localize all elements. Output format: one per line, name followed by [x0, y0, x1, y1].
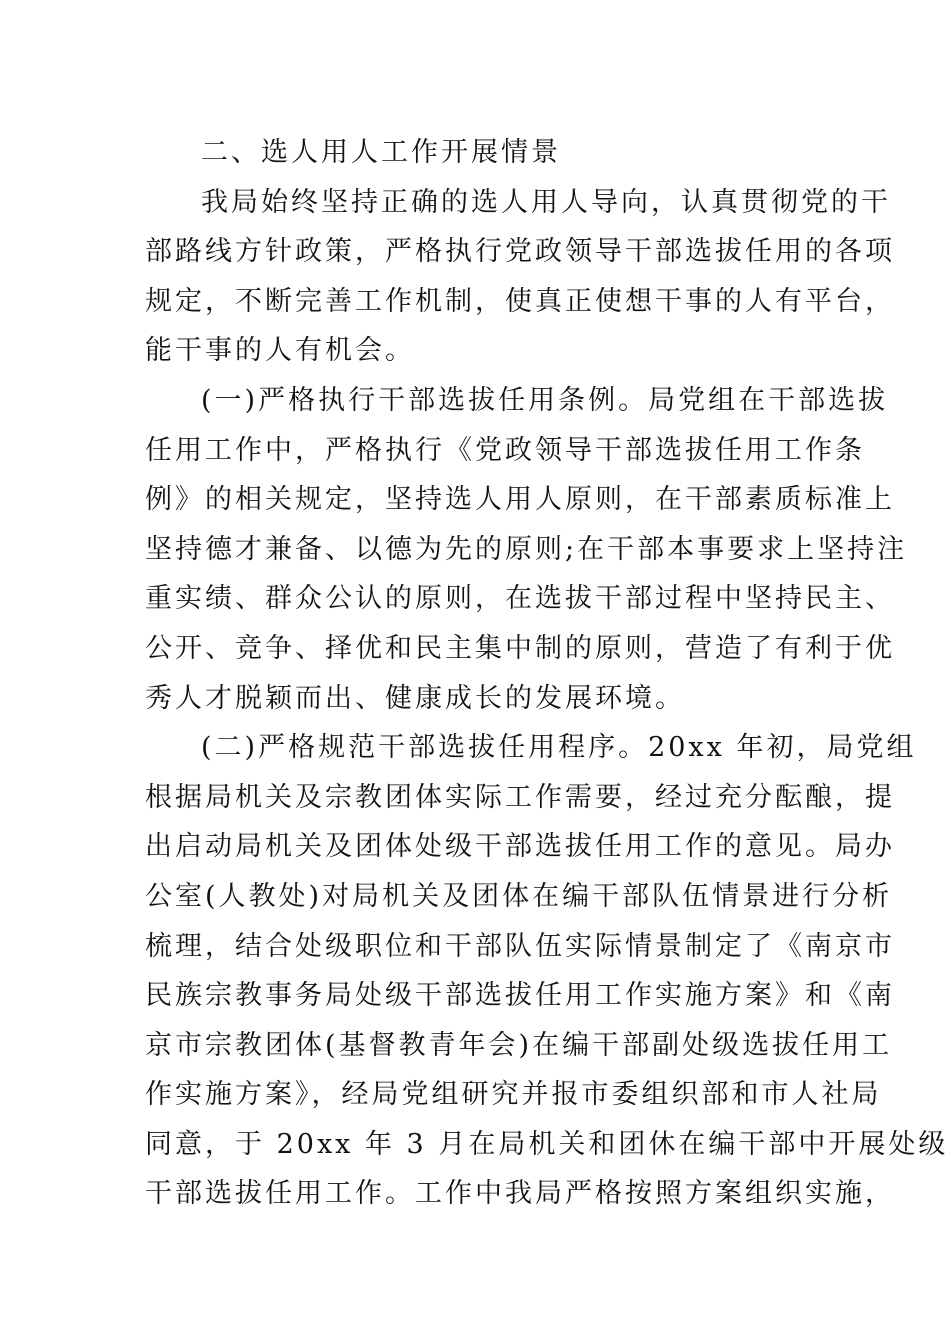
paragraph-line: 梳理，结合处级职位和干部队伍实际情景制定了《南京市 [145, 930, 895, 962]
paragraph-line: 公开、竞争、择优和民主集中制的原则，营造了有利于优 [145, 632, 895, 664]
paragraph-line: 重实绩、群众公认的原则，在选拔干部过程中坚持民主、 [145, 583, 895, 615]
paragraph-line: 部路线方针政策，严格执行党政领导干部选拔任用的各项 [145, 236, 895, 268]
paragraph-line: 任用工作中，严格执行《党政领导干部选拔任用工作条 [145, 434, 865, 466]
paragraph-line: 秀人才脱颖而出、健康成长的发展环境。 [145, 682, 685, 714]
paragraph-line: (一)严格执行干部选拔任用条例。局党组在干部选拔 [201, 384, 889, 416]
paragraph-line: 民族宗教事务局处级干部选拔任用工作实施方案》和《南 [145, 980, 895, 1012]
paragraph-line: 干部选拔任用工作。工作中我局严格按照方案组织实施， [145, 1178, 895, 1210]
paragraph-line: 根据局机关及宗教团体实际工作需要，经过充分酝酿，提 [145, 781, 895, 813]
section-heading: 二、选人用人工作开展情景 [201, 137, 561, 168]
paragraph-line: 能干事的人有机会。 [145, 335, 415, 367]
paragraph-line: 作实施方案》，经局党组研究并报市委组织部和市人社局 [145, 1079, 882, 1111]
paragraph-line: 规定，不断完善工作机制，使真正使想干事的人有平台， [145, 285, 895, 317]
paragraph-line: 同意，于 20xx 年 3 月在局机关和团休在编干部中开展处级 [145, 1128, 949, 1160]
paragraph-line: (二)严格规范干部选拔任用程序。20xx 年初，局党组 [201, 732, 917, 764]
paragraph-line: 出启动局机关及团体处级干部选拔任用工作的意见。局办 [145, 831, 895, 863]
paragraph-line: 公室(人教处)对局机关及团体在编干部队伍情景进行分析 [145, 880, 893, 912]
paragraph-line: 我局始终坚持正确的选人用人导向，认真贯彻党的干 [201, 186, 891, 218]
document-body [145, 128, 949, 1219]
paragraph-line: 坚持德才兼备、以德为先的原则;在干部本事要求上坚持注 [145, 533, 908, 565]
paragraph-line: 京市宗教团体(基督教青年会)在编干部副处级选拔任用工 [145, 1029, 893, 1061]
paragraph-line: 例》的相关规定，坚持选人用人原则，在干部素质标准上 [145, 484, 895, 516]
